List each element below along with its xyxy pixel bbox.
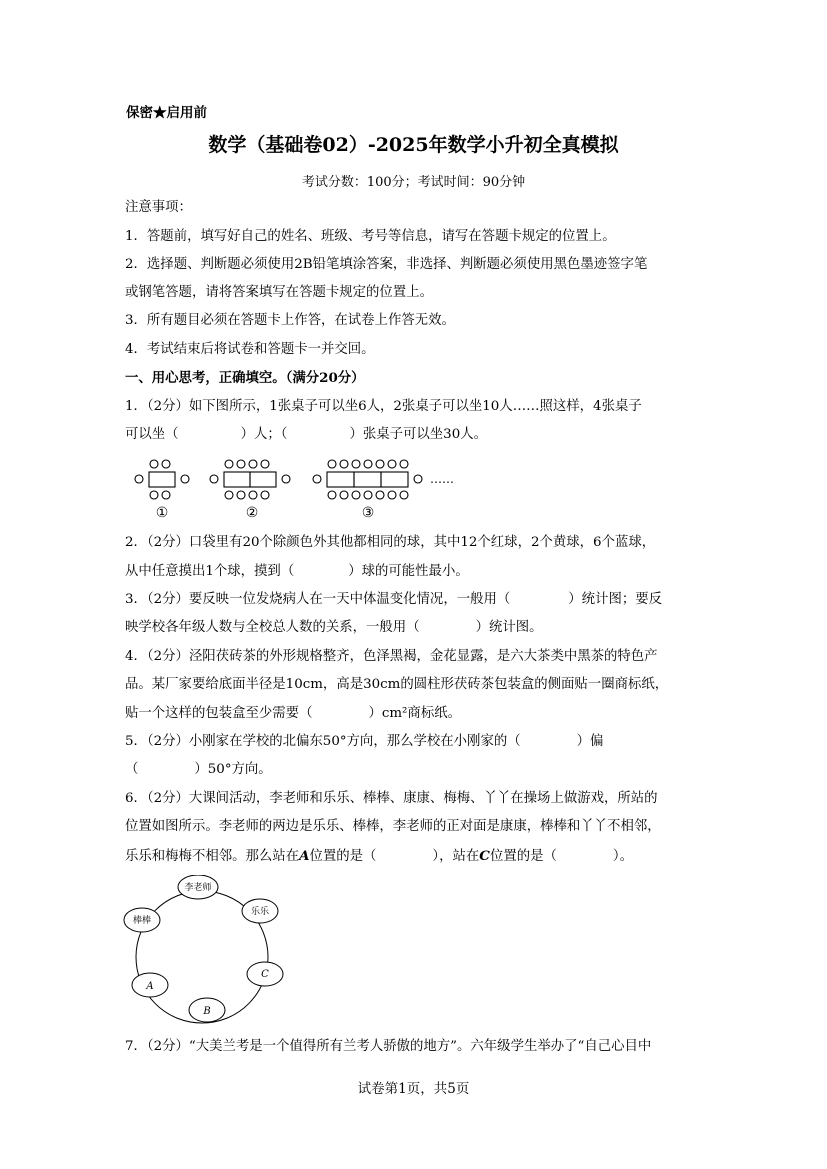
- q5-text-d: ）50°方向。: [194, 762, 272, 777]
- table-rect: [354, 472, 381, 487]
- seat-circle: [249, 491, 257, 499]
- q2-text-b: ）球的可能性最小。: [348, 564, 469, 579]
- notes-heading: 注意事项：: [125, 200, 192, 215]
- question-3-line-1: [125, 590, 662, 610]
- q4-text-a: 贴一个这样的包装盒至少需要（: [125, 706, 313, 721]
- seat-circle: [376, 491, 384, 499]
- question-2-line-2: [125, 562, 469, 582]
- note-item: 1．答题前，填写好自己的姓名、班级、考号等信息，请写在答题卡规定的位置上。: [125, 229, 616, 244]
- q1-text-b: ）人；（: [240, 427, 288, 442]
- table-rect: [327, 472, 354, 487]
- question-4-line-1: 4．（2分）泾阳茯砖茶的外形规格整齐，色泽黑褐，金花显露，是六大茶类中黑茶的特色产: [125, 649, 658, 664]
- bangbang-label: 棒棒: [132, 916, 152, 926]
- note-item: 4．考试结束后将试卷和答题卡一并交回。: [125, 342, 375, 357]
- q5-text-b: ）偏: [576, 734, 604, 749]
- table-rect: [224, 472, 250, 487]
- q6-text-c: ），站在: [432, 849, 480, 864]
- confidential-label: 保密★启用前: [126, 105, 207, 121]
- position-b-label: B: [203, 1006, 211, 1017]
- seat-circle: [328, 460, 336, 468]
- question-1-line-2: [125, 425, 487, 445]
- q2-text-a: 从中任意摸出1个球，摸到（: [125, 564, 295, 579]
- q6-text-e: ）。: [612, 849, 634, 864]
- q1-text-c: ）张桌子可以坐30人。: [349, 427, 487, 442]
- seat-circle: [352, 460, 360, 468]
- note-item: 3．所有题目必须在答题卡上作答，在试卷上作答无效。: [125, 313, 455, 328]
- figure-label: ①: [155, 505, 169, 521]
- seat-circle: [261, 491, 269, 499]
- note-item: 或钢笔答题，请将答案填写在答题卡规定的位置上。: [125, 285, 433, 300]
- q3-text-a: 3．（2分）要反映一位发烧病人在一天中体温变化情况，一般用（: [125, 592, 511, 607]
- q3-text-b: ）统计图；要反: [568, 592, 663, 607]
- q3-text-d: ）统计图。: [475, 620, 543, 635]
- seat-circle: [261, 460, 269, 468]
- seat-circle: [150, 491, 158, 499]
- page-footer: 试卷第1页，共5页: [357, 1081, 470, 1097]
- lele-label: 乐乐: [250, 907, 270, 917]
- seat-circle: [225, 460, 233, 468]
- question-1-line-1: 1．（2分）如下图所示，1张桌子可以坐6人，2张桌子可以坐10人……照这样，4张桌子: [125, 399, 642, 414]
- seat-circle: [162, 460, 170, 468]
- seat-circle: [400, 460, 408, 468]
- seat-circle: [414, 475, 422, 483]
- question-4-line-2: 品。某厂家要给底面半径是10cm，高是30cm的圆柱形茯砖茶包装盒的侧面贴一圈商标纸，: [125, 677, 669, 692]
- seat-circle: [237, 460, 245, 468]
- question-2-line-1: 2．（2分）口袋里有20个除颜色外其他都相同的球，其中12个红球，2个黄球，6个蓝球，: [125, 535, 656, 550]
- seat-circle: [388, 460, 396, 468]
- figure-label: ②: [245, 505, 259, 521]
- q6-text-b: 位置的是（: [309, 849, 377, 864]
- table-rect: [149, 472, 175, 487]
- seat-circle: [181, 475, 189, 483]
- question-6-line-1: 6．（2分）大课间活动，李老师和乐乐、棒棒、康康、梅梅、丫丫在操场上做游戏，所站的: [125, 791, 658, 806]
- seat-circle: [237, 491, 245, 499]
- position-c-label: C: [261, 969, 269, 980]
- q5-text-c: （: [125, 762, 139, 777]
- question-5-line-2: [125, 760, 272, 780]
- seat-circle: [364, 460, 372, 468]
- seat-circle: [210, 475, 218, 483]
- seat-circle: [400, 491, 408, 499]
- seat-circle: [313, 475, 321, 483]
- seat-circle: [364, 491, 372, 499]
- seat-circle: [388, 491, 396, 499]
- seat-circle: [150, 460, 158, 468]
- figure-label: ③: [361, 505, 375, 521]
- circle-position-figure: [122, 875, 292, 1027]
- seat-circle: [225, 491, 233, 499]
- question-3-line-2: [125, 618, 543, 638]
- question-5-line-1: [125, 732, 603, 752]
- position-c-letter: C: [479, 848, 490, 864]
- seat-circle: [135, 475, 143, 483]
- seat-circle: [249, 460, 257, 468]
- question-7-line-1: 7．（2分）“大美兰考是一个值得所有兰考人骄傲的地方”。六年级学生举办了“自己心目中: [125, 1039, 652, 1054]
- seat-circle: [282, 475, 290, 483]
- page-title: 数学（基础卷02）-2025年数学小升初全真模拟: [208, 134, 619, 156]
- q5-text-a: 5．（2分）小刚家在学校的北偏东50°方向，那么学校在小刚家的（: [125, 734, 521, 749]
- teacher-label: 李老师: [184, 883, 212, 893]
- question-6-line-2: 位置如图所示。李老师的两边是乐乐、棒棒，李老师的正对面是康康，棒棒和丫丫不相邻，: [125, 819, 661, 834]
- position-a-label: A: [146, 981, 154, 992]
- table-rect: [250, 472, 276, 487]
- seat-circle: [328, 491, 336, 499]
- seat-circle: [162, 491, 170, 499]
- q6-text-a: 乐乐和梅梅不相邻。那么站在: [125, 849, 300, 864]
- ellipsis: ……: [430, 472, 454, 486]
- exam-info: 考试分数：100分；考试时间：90分钟: [301, 175, 526, 190]
- seat-circle: [340, 460, 348, 468]
- q6-text-d: 位置的是（: [489, 849, 557, 864]
- seat-circle: [352, 491, 360, 499]
- q4-text-b: ）cm²商标纸。: [368, 706, 461, 721]
- q3-text-c: 映学校各年级人数与全校总人数的关系，一般用（: [125, 620, 420, 635]
- question-4-line-3: [125, 704, 461, 724]
- table-rect: [381, 472, 408, 487]
- question-6-line-3: [125, 846, 633, 867]
- note-item: 2．选择题、判断题必须使用2B铅笔填涂答案，非选择、判断题必须使用黑色墨迹签字笔: [125, 257, 648, 272]
- position-a-letter: A: [299, 848, 310, 864]
- table-seating-figure: [128, 455, 468, 521]
- q1-text-a: 可以坐（: [125, 427, 179, 442]
- seat-circle: [376, 460, 384, 468]
- section-heading: 一、用心思考，正确填空。（满分20分）: [125, 370, 365, 386]
- seat-circle: [340, 491, 348, 499]
